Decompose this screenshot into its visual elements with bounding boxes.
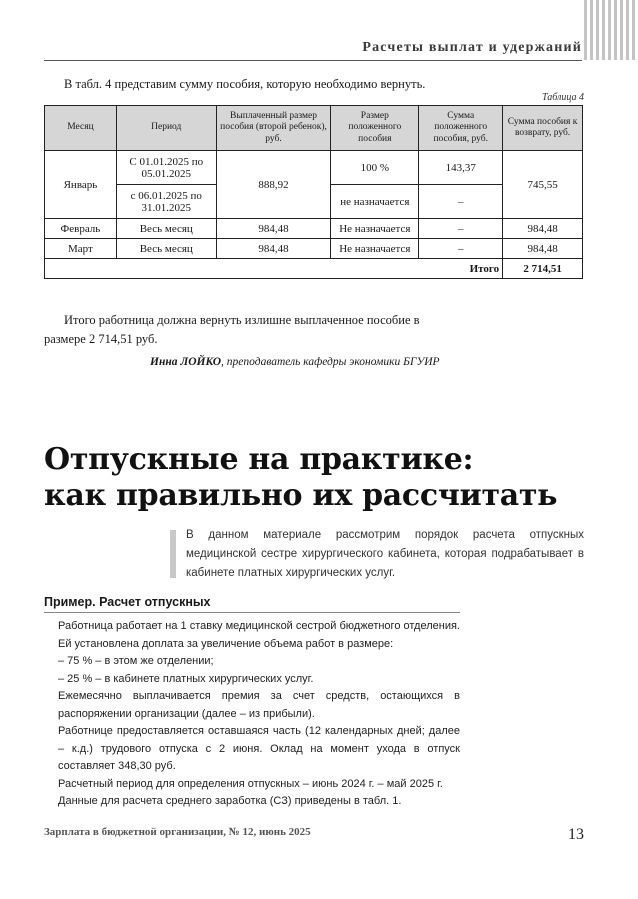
cell-refund: 745,55: [503, 151, 583, 219]
author-role: , преподаватель кафедры экономики БГУИР: [221, 356, 440, 368]
article-lead: В данном материале рассмотрим порядок расчета отпускных медицинской сестре хирургического кабинета, которая подрабатывает в кабинете платных хирургических услуг.: [186, 529, 584, 579]
intro-text: В табл. 4 представим сумму пособия, которую необходимо вернуть.: [64, 77, 426, 91]
col-header-sum: Сумма положенного пособия, руб.: [419, 106, 503, 151]
table-row: [45, 219, 583, 239]
refund-table: [44, 105, 583, 279]
col-header-size: Размер положенного пособия: [331, 106, 419, 151]
col-header-month: Месяц: [45, 106, 117, 151]
cell-sum: –: [419, 185, 503, 219]
example-heading: Пример. Расчет отпускных: [44, 595, 211, 609]
running-header: Расчеты выплат и удержаний: [362, 40, 582, 55]
example-body: [58, 618, 460, 811]
cell-period: Весь месяц: [116, 219, 216, 239]
table-caption: Таблица 4: [542, 92, 584, 103]
conclusion-text: Итого работница должна вернуть излишне выплаченное пособие в размере 2 714,51 руб.: [44, 313, 420, 346]
cell-size: не назначается: [331, 185, 419, 219]
lead-accent-bar: [170, 530, 176, 578]
example-paragraph: Работнице предоставляется оставшаяся часть (12 календарных дней; далее – к.д.) трудового отпуска с 2 июня. Оклад на момент ухода в отпуск составляет 348,30 руб.: [58, 725, 460, 772]
cell-paid: 984,48: [216, 239, 331, 259]
table-total-row: [45, 259, 583, 279]
cell-paid: 984,48: [216, 219, 331, 239]
cell-period: Весь месяц: [116, 239, 216, 259]
cell-size: Не назначается: [331, 219, 419, 239]
cell-refund: 984,48: [503, 219, 583, 239]
page-number: 13: [568, 826, 584, 843]
article-title: [44, 442, 557, 514]
total-label: Итого: [45, 259, 503, 279]
example-paragraph: – 75 % – в этом же отделении;: [58, 655, 214, 667]
author-line: [150, 356, 440, 368]
author-name: Инна ЛОЙКО: [150, 356, 222, 368]
header-divider: [44, 60, 582, 61]
example-paragraph: Работница работает на 1 ставку медицинской сестрой бюджетного отделения. Ей установлена доплата за увеличение объема работ в размере:: [58, 620, 460, 650]
example-paragraph: Данные для расчета среднего заработка (СЗ) приведены в табл. 1.: [58, 795, 402, 807]
cell-period: с 06.01.2025 по 31.01.2025: [116, 185, 216, 219]
example-divider: [44, 612, 460, 613]
cell-month: Февраль: [45, 219, 117, 239]
cell-sum: –: [419, 219, 503, 239]
cell-refund: 984,48: [503, 239, 583, 259]
col-header-period: Период: [116, 106, 216, 151]
cell-sum: –: [419, 239, 503, 259]
col-header-refund: Сумма пособия к возврату, руб.: [503, 106, 583, 151]
table-header-row: [45, 106, 583, 151]
cell-paid: 888,92: [216, 151, 331, 219]
title-line-1: Отпускные на практике:: [44, 442, 474, 477]
cell-month: Март: [45, 239, 117, 259]
cell-size: Не назначается: [331, 239, 419, 259]
table-row: [45, 239, 583, 259]
cell-month: Январь: [45, 151, 117, 219]
cell-period: С 01.01.2025 по 05.01.2025: [116, 151, 216, 185]
cell-sum: 143,37: [419, 151, 503, 185]
total-value: 2 714,51: [503, 259, 583, 279]
title-line-2: как правильно их рассчитать: [44, 478, 558, 513]
example-paragraph: Ежемесячно выплачивается премия за счет средств, остающихся в распоряжении организации (далее – из прибыли).: [58, 690, 460, 720]
cell-size: 100 %: [331, 151, 419, 185]
footer-journal: Зарплата в бюджетной организации, № 12, июнь 2025: [44, 826, 311, 838]
col-header-paid: Выплаченный размер пособия (второй ребенок), руб.: [216, 106, 331, 151]
example-paragraph: – 25 % – в кабинете платных хирургических услуг.: [58, 672, 314, 685]
table-row: [45, 151, 583, 185]
example-paragraph: Расчетный период для определения отпускных – июнь 2024 г. – май 2025 г.: [58, 777, 443, 790]
decorative-stripes: [584, 0, 638, 60]
